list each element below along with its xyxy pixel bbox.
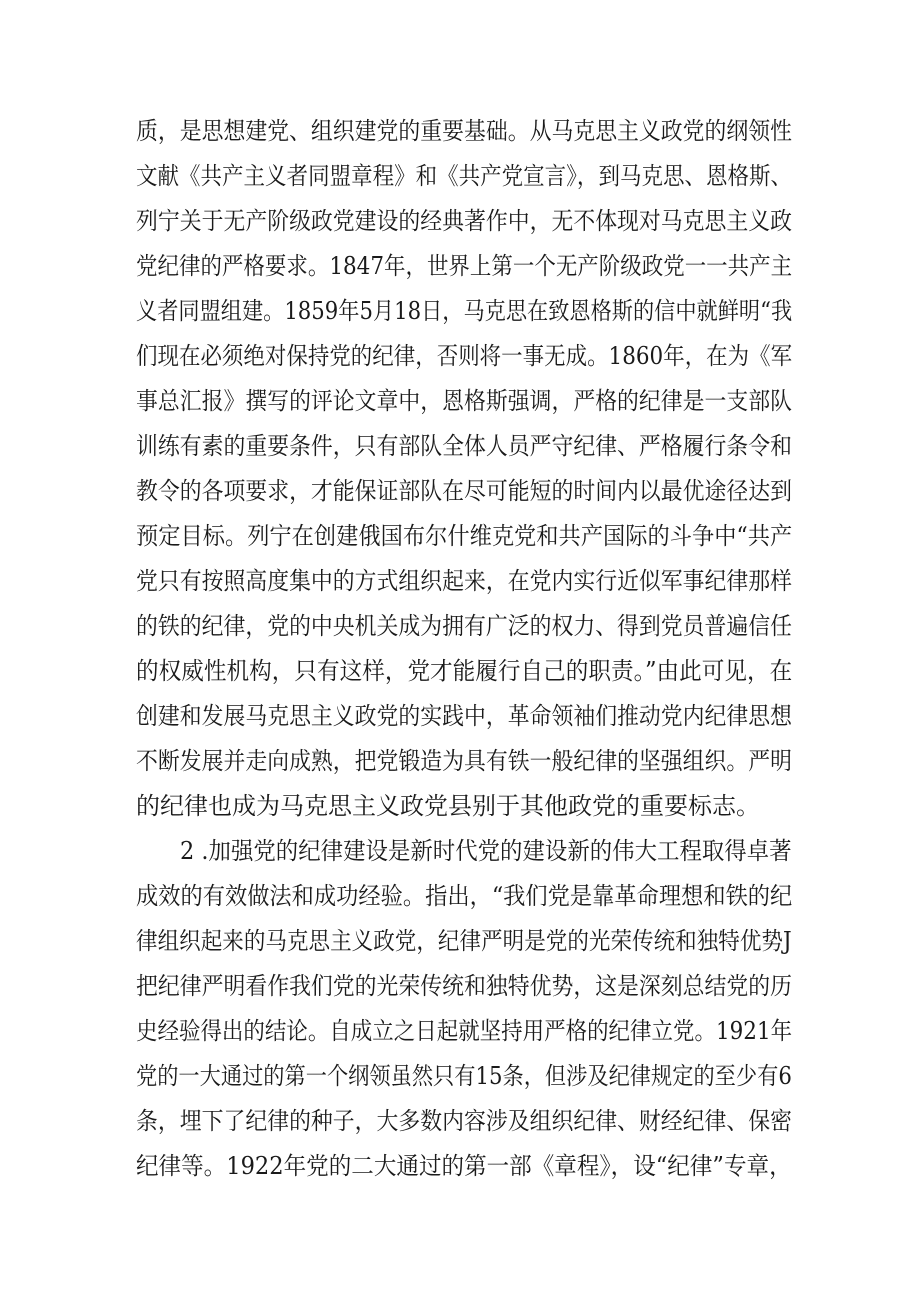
text-line: 党只有按照高度集中的方式组织起来，在党内实行近似军事纪律那样 [136, 567, 792, 595]
text-line: 的权威性机构，只有这样，党才能履行自己的职责。”由此可见，在 [136, 657, 793, 685]
text-line: 不断发展并走向成熟，把党锻造为具有铁一般纪律的坚强组织。严明 [136, 747, 792, 775]
text-line: 义者同盟组建。1859年5月18日，马克思在致恩格斯的信中就鲜明“我 [136, 297, 793, 325]
text-line: 律组织起来的马克思主义政党，纪律严明是党的光荣传统和独特优势J [136, 927, 792, 955]
text-line: 文献《共产主义者同盟章程》和《共产党宣言》，到马克思、恩格斯、 [136, 162, 793, 190]
text-line: 条，埋下了纪律的种子，大多数内容涉及组织纪律、财经纪律、保密 [136, 1107, 792, 1135]
text-line: 列宁关于无产阶级政党建设的经典著作中，无不体现对马克思主义政 [136, 207, 792, 235]
text-line: 教令的各项要求，才能保证部队在尽可能短的时间内以最优途径达到 [136, 477, 792, 505]
text-line: 把纪律严明看作我们党的光荣传统和独特优势，这是深刻总结党的历 [136, 972, 792, 1000]
text-line: 创建和发展马克思主义政党的实践中，革命领袖们推动党内纪律思想 [136, 702, 792, 730]
text-line: 的铁的纪律，党的中央机关成为拥有广泛的权力、得到党员普遍信任 [136, 612, 792, 640]
text-line: 事总汇报》撰写的评论文章中，恩格斯强调，严格的纪律是一支部队 [136, 387, 792, 415]
text-line: 的纪律也成为马克思主义政党县别于其他政党的重要标志。 [136, 792, 760, 820]
text-line: 党的一大通过的第一个纲领虽然只有15条，但涉及纪律规定的至少有6 [136, 1062, 792, 1090]
text-line: 质，是思想建党、组织建党的重要基础。从马克思主义政党的纲领性 [136, 117, 792, 145]
text-line: 纪律等。1922年党的二大通过的第一部《章程》，设“纪律”专章， [136, 1152, 792, 1180]
text-line: 成效的有效做法和成功经验。指出，“我们党是靠革命理想和铁的纪 [136, 882, 793, 910]
text-line: 训练有素的重要条件，只有部队全体人员严守纪律、严格履行条令和 [136, 432, 792, 460]
text-line: 预定目标。列宁在创建俄国布尔什维克党和共产国际的斗争中“共产 [136, 522, 793, 550]
text-line: 史经验得出的结论。自成立之日起就坚持用严格的纪律立党。1921年 [136, 1017, 793, 1045]
text-line: 们现在必须绝对保持党的纪律，否则将一事无成。1860年，在为《军 [136, 342, 793, 370]
text-line: 2 .加强党的纪律建设是新时代党的建设新的伟大工程取得卓著 [180, 837, 792, 865]
text-line: 党纪律的严格要求。1847年，世界上第一个无产阶级政党一一共产主 [136, 252, 793, 280]
